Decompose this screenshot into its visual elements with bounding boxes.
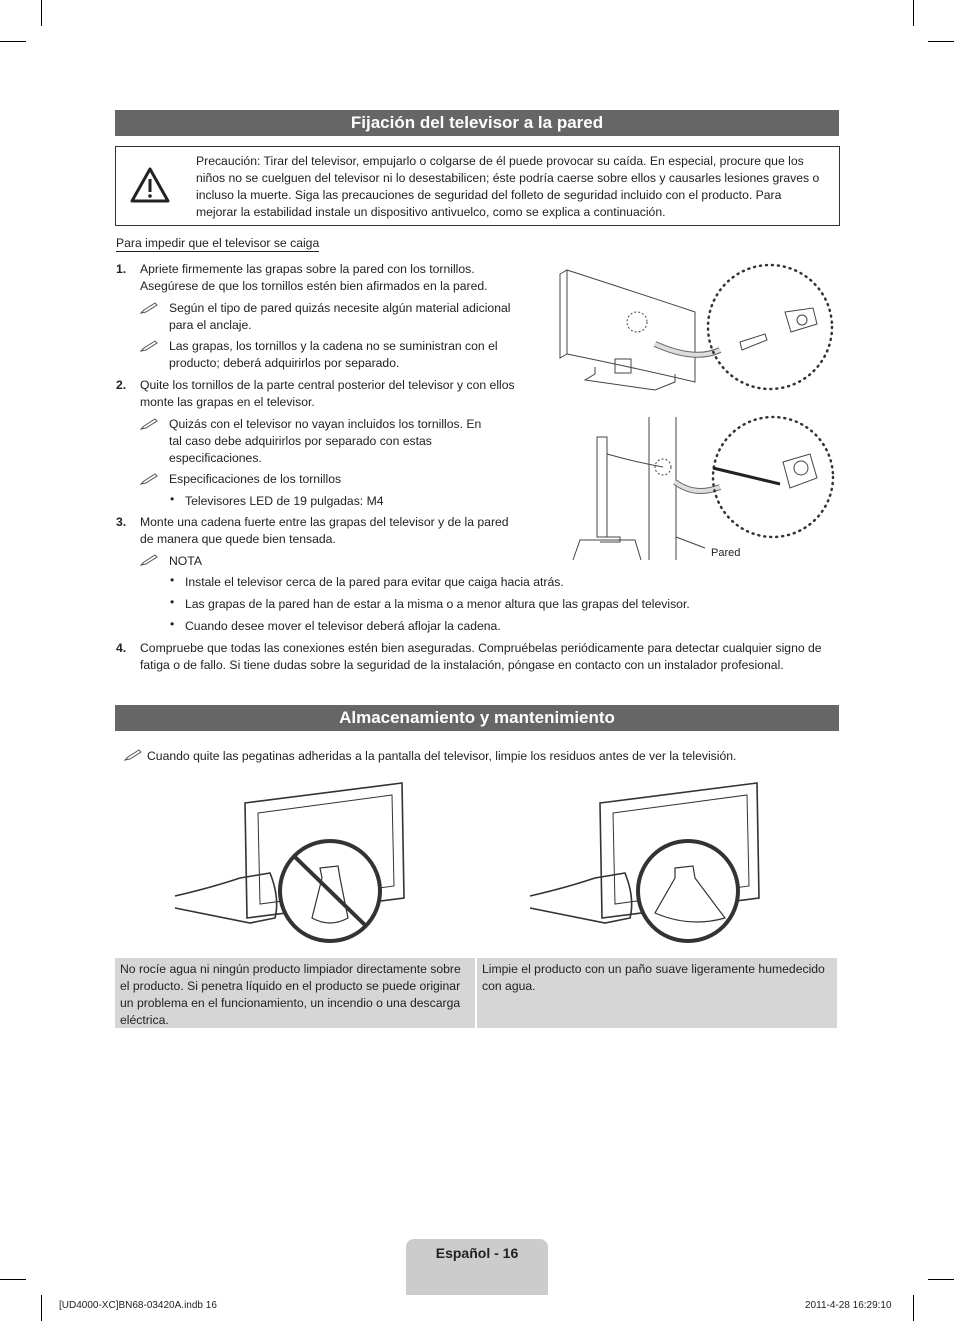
- step-number: 4.: [116, 641, 127, 655]
- note-text: Las grapas, los tornillos y la cadena no se suministran con el producto; deberá adquirirlos por separado.: [169, 339, 498, 370]
- pencil-note-icon: [124, 749, 142, 761]
- section-title-wall: Fijación del televisor a la pared: [115, 110, 839, 136]
- crop-mark: [41, 0, 42, 26]
- caution-label: Precaución: [196, 154, 257, 168]
- page-number: 16: [502, 1245, 519, 1261]
- step-number: 3.: [116, 515, 127, 529]
- note-text: Especificaciones de los tornillos: [169, 472, 342, 486]
- section-title-storage: Almacenamiento y mantenimiento: [115, 705, 839, 731]
- caution-text: [196, 153, 826, 221]
- warning-icon: [130, 167, 170, 203]
- no-spray-illustration: [170, 778, 415, 950]
- step-text: Compruebe que todas las conexiones estén bien aseguradas. Compruébelas periódicamente para detectar cualquier signo de fatiga o de fallo. Si tiene dudas sobre la seguridad de la instalación, póngase en contacto con un instalador profesional.: [140, 641, 822, 672]
- note-label: NOTA: [169, 554, 202, 568]
- pencil-note-icon: [140, 473, 158, 485]
- step-text: Monte una cadena fuerte entre las grapas del televisor y de la pared de manera que quede bien tensada.: [140, 515, 509, 546]
- file-name: [UD4000-XC]BN68-03420A.indb 16: [59, 1300, 217, 1311]
- caution-body: : Tirar del televisor, empujarlo o colgarse de él puede provocar su caída. En especial, procure que los niños no se cuelguen del televisor ni lo desestabilicen; éste podría caerse sobre ellos y causarles lesiones graves o incluso la muerte. Siga las precauciones de seguridad del folleto de seguridad incluido con el producto. Para mejorar la estabilidad instale un dispositivo antivuelco, como se explica a continuación.: [196, 154, 820, 219]
- cloth-cleaning-illustration: [525, 778, 770, 950]
- crop-mark: [41, 1295, 42, 1321]
- bullet-text: Cuando desee mover el televisor deberá aflojar la cadena.: [185, 619, 501, 633]
- step-number: 1.: [116, 262, 127, 276]
- crop-mark: [913, 1295, 914, 1321]
- wall-label: Pared: [711, 547, 741, 559]
- crop-mark: [913, 0, 914, 26]
- pencil-note-icon: [140, 418, 158, 430]
- bullet-text: Las grapas de la pared han de estar a la misma o a menor altura que las grapas del televisor.: [185, 597, 690, 611]
- step-text: Quite los tornillos de la parte central posterior del televisor y con ellos monte las grapas en el televisor.: [140, 378, 515, 409]
- pencil-note-icon: [140, 302, 158, 314]
- print-timestamp: 2011-4-28 16:29:10: [805, 1300, 892, 1311]
- bullet-text: Instale el televisor cerca de la pared para evitar que caiga hacia atrás.: [185, 575, 564, 589]
- crop-mark: [0, 1279, 26, 1280]
- bullet: •: [170, 617, 175, 631]
- caption-left: No rocíe agua ni ningún producto limpiador directamente sobre el producto. Si penetra líquido en el producto se puede originar un problema en el funcionamiento, un incendio o una descarga eléctrica.: [115, 958, 475, 1028]
- bullet: •: [170, 492, 175, 506]
- storage-note: Cuando quite las pegatinas adheridas a la pantalla del televisor, limpie los residuos antes de ver la televisión.: [147, 749, 737, 763]
- language-label: Español -: [435, 1245, 503, 1261]
- caption-right: Limpie el producto con un paño suave ligeramente humedecido con agua.: [477, 958, 837, 1028]
- crop-mark: [928, 41, 954, 42]
- step-text: Apriete firmemente las grapas sobre la pared con los tornillos. Asegúrese de que los tornillos estén bien afirmados en la pared.: [140, 262, 488, 293]
- crop-mark: [928, 1279, 954, 1280]
- pencil-note-icon: [140, 554, 158, 566]
- subheading: Para impedir que el televisor se caiga: [116, 236, 320, 250]
- pencil-note-icon: [140, 340, 158, 352]
- crop-mark: [0, 41, 26, 42]
- note-text: Según el tipo de pared quizás necesite algún material adicional para el anclaje.: [169, 301, 511, 332]
- note-text: Quizás con el televisor no vayan incluidos los tornillos. En tal caso debe adquirirlos por separado con estas especificaciones.: [169, 417, 482, 465]
- bullet-text: Televisores LED de 19 pulgadas: M4: [185, 494, 384, 508]
- bullet: •: [170, 595, 175, 609]
- step-number: 2.: [116, 378, 127, 392]
- bullet: •: [170, 573, 175, 587]
- wall-mount-illustration: [555, 262, 845, 562]
- page-number-label: [406, 1245, 548, 1261]
- caution-box: [115, 146, 840, 226]
